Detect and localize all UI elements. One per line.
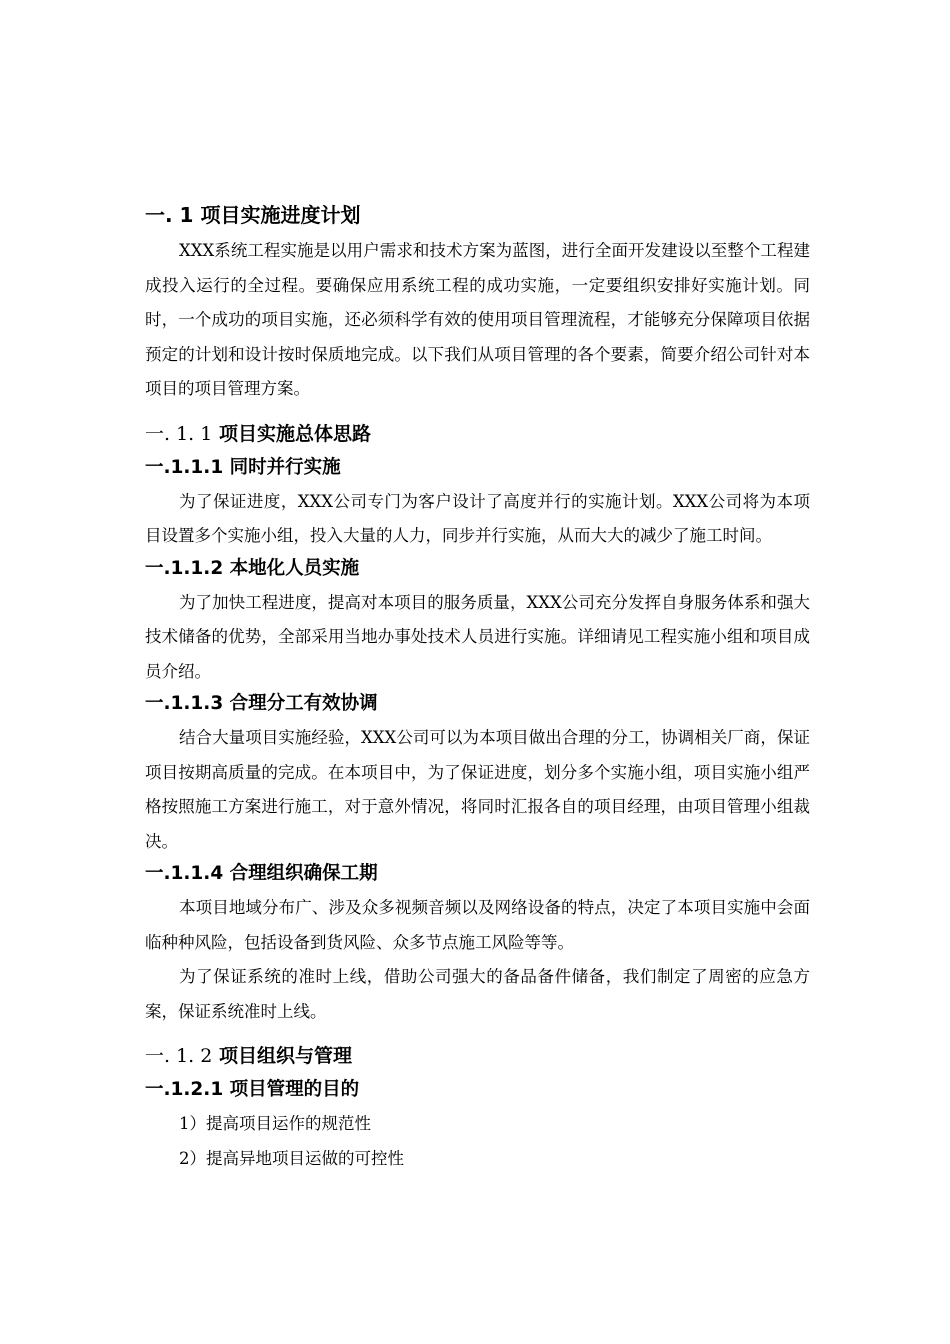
subsection-title: 项目组织与管理 [218,1045,352,1067]
heading-division-coordination: 一.1.1.3 合理分工有效协调 [145,693,378,714]
subsection-heading-organization-management [145,1041,810,1071]
document-page [145,198,810,1176]
subsection-number: 一. 1. 2 [145,1045,213,1067]
paragraph-parallel-implementation: 为了保证进度，XXX公司专门为客户设计了高度并行的实施计划。XXX公司将为本项目设置多个实施小组，投入大量的人力，同步并行实施，从而大大的减少了施工时间。 [145,491,810,545]
heading-parallel-implementation: 一.1.1.1 同时并行实施 [145,456,341,478]
list-item: 1）提高项目运作的规范性 [179,1114,371,1133]
heading-management-purpose: 一.1.2.1 项目管理的目的 [145,1079,360,1100]
section-title: 一. 1 项目实施进度计划 [145,203,361,227]
heading-local-staff-implementation: 一.1.1.2 本地化人员实施 [145,557,360,579]
list-item: 2）提高异地项目运做的可控性 [179,1148,404,1168]
subsection-title: 项目实施总体思路 [218,422,371,445]
paragraph-local-staff-implementation: 为了加快工程进度，提高对本项目的服务质量，XXX公司充分发挥自身服务体系和强大技术储备的优势，全部采用当地办事处技术人员进行实施。详细请见工程实施小组和项目成员介绍。 [145,592,810,681]
paragraph-contingency-plan: 为了保证系统的准时上线，借助公司强大的备品备件储备，我们制定了周密的应急方案，保证系统准时上线。 [145,967,810,1021]
section-intro-paragraph: XXX系统工程实施是以用户需求和技术方案为蓝图，进行全面开发建设以至整个工程建成投入运行的全过程。要确保应用系统工程的成功实施，一定要组织安排好实施计划。同时，一个成功的项目实施，还必须科学有效的使用项目管理流程，才能够充分保障项目依据预定的计划和设计按时保质地完成。以下我们从项目管理的各个要素，简要介绍公司针对本项目的项目管理方案。 [145,241,810,398]
heading-schedule-guarantee: 一.1.1.4 合理组织确保工期 [145,863,378,884]
paragraph-schedule-risks: 本项目地域分布广、涉及众多视频音频以及网络设备的特点，决定了本项目实施中会面临种种风险，包括设备到货风险、众多节点施工风险等等。 [145,898,810,952]
subsection-heading-overall-approach [145,419,810,449]
paragraph-division-coordination: 结合大量项目实施经验，XXX公司可以为本项目做出合理的分工，协调相关厂商，保证项目按期高质量的完成。在本项目中，为了保证进度，划分多个实施小组，项目实施小组严格按照施工方案进行施工，对于意外情况，将同时汇报各自的项目经理，由项目管理小组裁决。 [145,728,810,851]
subsection-number: 一. 1. 1 [145,422,213,445]
